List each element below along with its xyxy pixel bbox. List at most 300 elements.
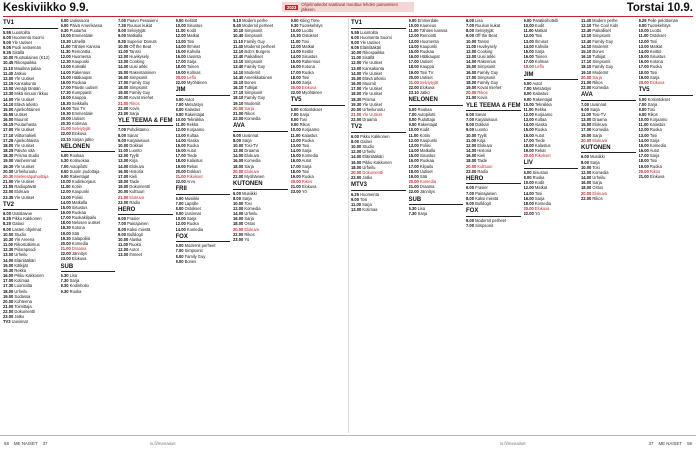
program-title: Elokuva (14, 189, 29, 195)
program-title: Yle Uutiset (362, 86, 383, 92)
program-time: 14.00 (3, 96, 14, 102)
program-time: 13.00 (523, 38, 534, 44)
program-time: 8.00 (290, 117, 299, 123)
program-title: Musiikki (590, 154, 605, 160)
program-time: 11.00 (351, 202, 362, 208)
program-time: 20.00 (118, 95, 129, 101)
program-title: Elokuva (592, 190, 607, 196)
program-title: Ruoka (649, 163, 662, 169)
program-time: 7.00 (60, 163, 69, 169)
program-time: 12.00 (523, 112, 534, 117)
program-title: Modern perhe (242, 18, 268, 23)
program-title: Luonto (129, 148, 142, 154)
program-title: Urheilu (244, 211, 258, 217)
program-time: 12.00 (175, 33, 186, 39)
program-time: 10.00 (523, 180, 534, 186)
program-time: 9.00 (408, 122, 417, 128)
program-title: Kodit (419, 127, 430, 133)
program-listing (409, 189, 464, 194)
program-time: 12.00 (638, 38, 649, 44)
program-time: 16.00 (233, 216, 244, 222)
program-time: 13.00 (118, 252, 129, 258)
program-time: 18.00 (60, 95, 71, 101)
program-time: 10.00 (175, 216, 186, 222)
program-title: Mielensäpahoittaja (14, 173, 49, 179)
program-title: Ajankohtainen (14, 106, 41, 112)
program-title: Sarja (534, 48, 545, 54)
program-time: 14.00 (175, 226, 186, 232)
program-title: Rikospaikka (362, 50, 385, 56)
program-time: 19.30 (60, 110, 71, 116)
program-title: Kalastus (534, 142, 551, 148)
program-title: Rekka (14, 267, 26, 273)
program-title: Ruokaa (419, 48, 435, 54)
program-title: Kotona (649, 59, 663, 65)
program-title: Kauppa (71, 95, 87, 101)
program-title: Luotto (649, 28, 662, 34)
program-time: 12.00 (290, 43, 301, 49)
program-title: Sarja (244, 105, 254, 111)
program-time: 10.00 (351, 144, 362, 150)
program-time: 10.00 (638, 28, 649, 34)
program-title: Tosi (244, 200, 252, 206)
program-time: 12.00 (60, 189, 71, 195)
program-title: Alaska (534, 122, 547, 128)
program-time: 8.00 (175, 106, 184, 112)
program-title: Yle Uutiset (360, 39, 380, 45)
program-time: 8.00 (175, 206, 184, 211)
program-time: 9.00 (3, 226, 11, 232)
channel-heading: JIM (176, 87, 231, 96)
program-time: 22.00 (233, 115, 244, 121)
program-title: Matkalla (419, 148, 436, 154)
program-time: 9.00 (60, 23, 69, 29)
program-title: Autot (532, 81, 542, 87)
program-title: Ruokaa (419, 158, 435, 164)
program-time: 9.00 (290, 122, 299, 128)
program-title: Modernit perheet (244, 43, 276, 49)
program-title: Autot (186, 148, 197, 154)
program-time: 23.10 (60, 136, 71, 142)
program-time: 13.00 (351, 207, 362, 213)
program-title: Sarjan jatko (71, 136, 94, 142)
program-time: 16.00 (351, 159, 362, 165)
program-title: Rikos (244, 231, 255, 237)
program-title: Matkat (649, 43, 663, 49)
program-time: 19.30 (3, 163, 14, 169)
program-title: Tiede (186, 153, 197, 159)
program-time: 20.00 (233, 226, 244, 232)
program-title: Sisustus (419, 153, 436, 159)
program-time: 14.00 (638, 137, 649, 143)
program-title: Kauneus (419, 23, 437, 29)
promo-tag: 2023 (287, 4, 297, 10)
program-title: Yö (534, 211, 540, 217)
program-title: Elävä arkisto (362, 75, 386, 81)
program-time: 6.25 (3, 216, 11, 222)
program-title: Ruoka (534, 127, 547, 133)
program-title: Kulttuuri (129, 189, 145, 195)
program-time: 12.00 (233, 148, 244, 154)
program-time: 9.00 (466, 200, 474, 206)
program-title: Elokuva (129, 194, 144, 200)
program-time: 22.00 (351, 175, 362, 181)
program-listing (639, 80, 694, 85)
program-title: Sarja (362, 202, 372, 208)
program-time: 14.10 (581, 43, 592, 49)
program-title: Simpsonit (592, 59, 611, 65)
program-title: Off the Beat (129, 43, 152, 49)
program-time: 21.00 (408, 79, 419, 85)
program-title: Ostos (244, 221, 256, 227)
program-title: Tutkijat (244, 85, 258, 91)
program-title: Prisma studio (14, 153, 40, 159)
program-time: 9.30 (290, 23, 299, 29)
program-time: 14.40 (233, 74, 244, 80)
program-title: Cooking (129, 59, 145, 65)
program-title: Lähellä (71, 38, 86, 44)
program-time: 18.30 (60, 100, 71, 106)
program-time: 21.00 (466, 95, 477, 101)
program-title: Simpsonit (475, 222, 494, 228)
program-title: Myöhäinen (244, 173, 265, 179)
program-time: 7.00 (466, 23, 474, 29)
program-title: Remontti (419, 33, 437, 39)
program-title: Jatko (362, 175, 373, 181)
program-time: 21.00 (581, 79, 592, 85)
program-title: Bulldogit (127, 231, 143, 237)
program-title: Rikokset (186, 173, 203, 179)
program-title: Family Guy (592, 38, 614, 44)
program-time: 7.00 (466, 190, 474, 196)
program-title: Dokkari (186, 168, 201, 174)
program-time: 11.00 (408, 28, 419, 34)
program-time: 19.30 (60, 235, 71, 241)
program-time: 17.10 (3, 132, 14, 138)
program-time: 15.00 (638, 54, 649, 60)
left-magazine-name: ME NAISET (13, 440, 38, 446)
program-title: Paavo Pesusieni (127, 18, 158, 23)
program-time: 16.00 (638, 148, 649, 154)
program-title: Metsästys (184, 101, 204, 107)
program-time: 19.30 (351, 101, 362, 107)
program-time: 6.00 (175, 243, 184, 249)
program-time: 8.00 (233, 195, 241, 201)
program-title: Ruoka (649, 127, 662, 133)
program-time: 16.00 (60, 79, 71, 85)
channel-heading: KUTONEN (581, 145, 636, 154)
program-time: 11.30 (60, 48, 71, 54)
program-title: Lasten ohjelmat (12, 226, 42, 232)
program-title: Sarja (647, 101, 658, 107)
program-time: 10.00 (118, 142, 129, 148)
program-time: 10.00 (233, 200, 244, 206)
program-title: Kotiostokset (647, 96, 670, 102)
program-time: 9.00 (466, 127, 474, 133)
program-title: Galaxi (360, 138, 372, 144)
program-title: Ruoka (186, 142, 199, 148)
program-title: Kaupunki (71, 59, 89, 65)
program-title: Kultaa (534, 117, 547, 123)
program-time: 16.00 (638, 59, 649, 65)
program-time: 10.10 (233, 28, 244, 34)
program-time: 15.00 (60, 204, 71, 210)
program-time: 20.00 (581, 74, 592, 80)
program-time: 18.00 (118, 85, 129, 91)
program-listing (61, 256, 116, 261)
program-time: 22.00 (290, 90, 301, 96)
program-title: Simpsonit (477, 64, 496, 70)
program-title: Kodit (534, 180, 545, 186)
program-time: 21.00 (290, 184, 301, 190)
program-title: Frasier (127, 216, 140, 222)
program-title: Vanhemmat (14, 158, 37, 164)
program-title: Emmerdale (71, 33, 93, 39)
program-time: 12.00 (175, 221, 186, 227)
program-title: Uutiset (419, 74, 433, 80)
program-time: 19.00 (3, 158, 14, 164)
program-title: Arvo (186, 179, 196, 185)
program-title: Elokuva (244, 153, 259, 159)
program-title: Tosi-TV (244, 142, 259, 148)
program-time: 18.30 (351, 96, 362, 102)
program-time: 20.00 (290, 179, 301, 185)
program-title: Toimittaja (14, 303, 32, 309)
program-title: Superior Donuts (127, 38, 157, 44)
program-title: Ostokset (649, 33, 666, 39)
program-time: 14.00 (290, 54, 301, 60)
program-time: 8.00 (466, 28, 474, 34)
program-time: 7.00 (290, 112, 299, 117)
program-time: 15.30 (3, 267, 14, 273)
program-title: Bones (244, 79, 256, 85)
program-time: 13.40 (233, 64, 244, 70)
program-title: Sodassa (14, 293, 31, 299)
program-title: Kansakunta (362, 65, 385, 71)
channel-heading: HERO (118, 207, 173, 216)
program-title: Elokuva (301, 184, 317, 190)
program-title: Modernit perheet (242, 23, 274, 29)
program-title: Ruokaa (71, 209, 87, 215)
program-title: Yö (244, 236, 250, 242)
program-title: Komedia (244, 206, 261, 211)
listing-column (409, 18, 464, 433)
program-time: 14.00 (60, 69, 71, 75)
program-title: Pelle pelottoman (647, 18, 679, 23)
program-time: 12.00 (523, 33, 534, 39)
program-time: 22.00 (118, 105, 129, 111)
program-time: 11.40 (581, 18, 592, 23)
program-title: Eläinlääkäri (360, 44, 382, 50)
program-time: 14.10 (3, 101, 14, 107)
program-time: 12.00 (118, 247, 129, 253)
channel-heading: AVA (233, 123, 288, 132)
program-time: 6.00 (3, 34, 11, 40)
program-time: 8.00 (175, 253, 184, 259)
program-time: 9.00 (175, 18, 184, 23)
program-title: Dokumentti (362, 169, 384, 175)
program-time: 20.00 (233, 168, 244, 174)
program-title: Simpsonit (592, 33, 611, 39)
program-title: Sarja (649, 137, 660, 143)
program-time: 14.00 (523, 43, 534, 49)
program-time: 15.00 (290, 59, 301, 65)
program-time: 11.00 (408, 132, 419, 138)
program-title: Karjalaisuus (475, 117, 498, 123)
program-time: 20.00 (3, 168, 14, 174)
program-time: 11.00 (3, 242, 14, 248)
program-title: Elävä arkisto (14, 101, 38, 107)
program-title: Korjaamo (649, 117, 668, 123)
program-title: Modern perhe (592, 18, 618, 23)
program-time: 15.00 (175, 142, 186, 148)
program-time: 11.40 (3, 70, 14, 76)
program-title: Huomenta (360, 191, 379, 197)
program-time: 13.00 (3, 252, 14, 258)
listing-column (639, 18, 694, 433)
channel-heading: FRII (176, 186, 231, 195)
program-title: Jännitys (419, 189, 435, 195)
program-title: Elokuva (71, 131, 87, 137)
program-time: 23.10 (408, 90, 419, 96)
program-time: 17.10 (233, 90, 244, 96)
program-time: 21.00 (60, 126, 71, 132)
program-time: 10.00 (466, 38, 477, 44)
program-title: Sarja (590, 106, 600, 112)
program-time: 15.00 (638, 142, 649, 148)
program-title: Sarja (244, 216, 254, 222)
program-title: Frasier (475, 185, 488, 191)
program-time: 9.00 (523, 96, 532, 102)
program-time: 13.00 (638, 132, 649, 138)
program-time: 9.00 (581, 106, 589, 112)
program-title: Taide (477, 158, 488, 164)
program-time: 10.00 (523, 23, 534, 29)
program-listing (118, 111, 173, 116)
channel-heading: YLE TEEMA & FEM (466, 103, 521, 112)
program-title: Myöhäinen (301, 90, 322, 96)
program-title: Komedia (534, 200, 552, 206)
program-listing (176, 259, 231, 264)
program-time: 10.00 (408, 127, 419, 133)
program-time: 8.00 (581, 159, 589, 165)
program-time: 6.00 (175, 195, 184, 201)
program-time: 12.00 (638, 127, 649, 133)
program-time: 7.00 (523, 86, 532, 92)
program-title: Luonto (475, 127, 488, 133)
program-title: Komedia (244, 158, 261, 164)
channel-heading: JIM (524, 72, 579, 81)
program-time: 16.00 (175, 148, 186, 154)
program-title: Family Guy (244, 95, 266, 101)
program-time: 19.10 (581, 69, 592, 75)
program-time: 17.00 (118, 173, 129, 179)
program-title: Simpsonit (244, 90, 263, 96)
program-time: 15.10 (233, 79, 244, 85)
program-time: 22.00 (466, 168, 477, 174)
program-title: Sanat (475, 112, 486, 117)
program-title: Simpsonit (244, 59, 263, 65)
program-time: 11.00 (118, 242, 129, 248)
program-title: Family Guy (477, 69, 499, 75)
program-time: 13.00 (638, 43, 649, 49)
program-title: Uusinnat (590, 101, 607, 107)
program-title: Kotona (301, 64, 315, 70)
program-title: Kodit (534, 23, 545, 29)
program-time: 19.10 (233, 100, 244, 106)
program-time: 20.00 (523, 206, 534, 211)
right-page-header (348, 0, 696, 16)
program-title: Selviytyjät (127, 28, 146, 34)
program-time: 8.00 (351, 138, 359, 144)
program-time: 11.00 (118, 148, 129, 154)
right-issue-number: 37 (648, 440, 654, 446)
program-time: 8.00 (118, 226, 126, 232)
program-time: 13.00 (351, 65, 362, 71)
program-time: 16.00 (60, 209, 71, 215)
program-title: Autot (184, 96, 194, 102)
program-title: Kotona (71, 225, 85, 231)
program-title: Tekniikka (534, 101, 552, 107)
program-title: Draama (362, 117, 377, 123)
program-listing (466, 223, 521, 228)
page-footer (0, 435, 696, 450)
program-time: 16.00 (581, 180, 592, 186)
program-title: Lapsille (184, 200, 199, 206)
program-time: 13.00 (118, 59, 129, 65)
program-title: Rikospaikka (14, 60, 37, 66)
program-time: 6.00 (60, 153, 69, 159)
program-time: 17.00 (523, 59, 534, 65)
program-time: 9.00 (351, 196, 359, 202)
program-time: 19.00 (175, 163, 186, 169)
program-time: 9.00 (523, 18, 532, 23)
channel-heading: TV2 (3, 202, 58, 211)
program-time: 13.00 (290, 48, 301, 54)
program-title: Autot (534, 132, 545, 138)
program-title: Puhdistamo (127, 127, 149, 133)
program-title: Rakentajat (532, 96, 553, 102)
program-time: 18.30 (60, 225, 71, 231)
program-title: Kahvila (186, 48, 201, 54)
program-title: Sisustus (186, 23, 203, 29)
program-title: Family Guy (477, 79, 499, 85)
program-title: Rikos (592, 79, 603, 85)
program-time: 19.00 (466, 85, 477, 91)
program-time: 18.00 (175, 64, 186, 70)
program-title: Sarja (592, 132, 602, 138)
program-time: 21.00 (233, 110, 244, 116)
program-title: Sarja (590, 159, 600, 165)
program-time: 14.00 (638, 48, 649, 54)
program-time: 8.00 (118, 132, 126, 138)
program-time: 18.00 (408, 64, 419, 70)
program-title: Uutiset (419, 168, 433, 174)
program-time: 6.00 (466, 18, 474, 23)
program-listing (118, 252, 173, 257)
program-title: Rikos (649, 168, 661, 174)
program-title: Sarja (301, 163, 312, 169)
program-time: 20.00 (175, 168, 186, 174)
program-time: 11.00 (118, 48, 129, 54)
program-title: Urheilu (362, 164, 376, 170)
program-title: Yle Uutiset (362, 60, 383, 66)
program-title: Ruusun kukat (127, 23, 153, 29)
program-time: 6.00 (523, 169, 532, 175)
program-title: Yle Uutiset (14, 75, 35, 81)
program-listing (524, 153, 579, 158)
listing-column (61, 18, 116, 433)
